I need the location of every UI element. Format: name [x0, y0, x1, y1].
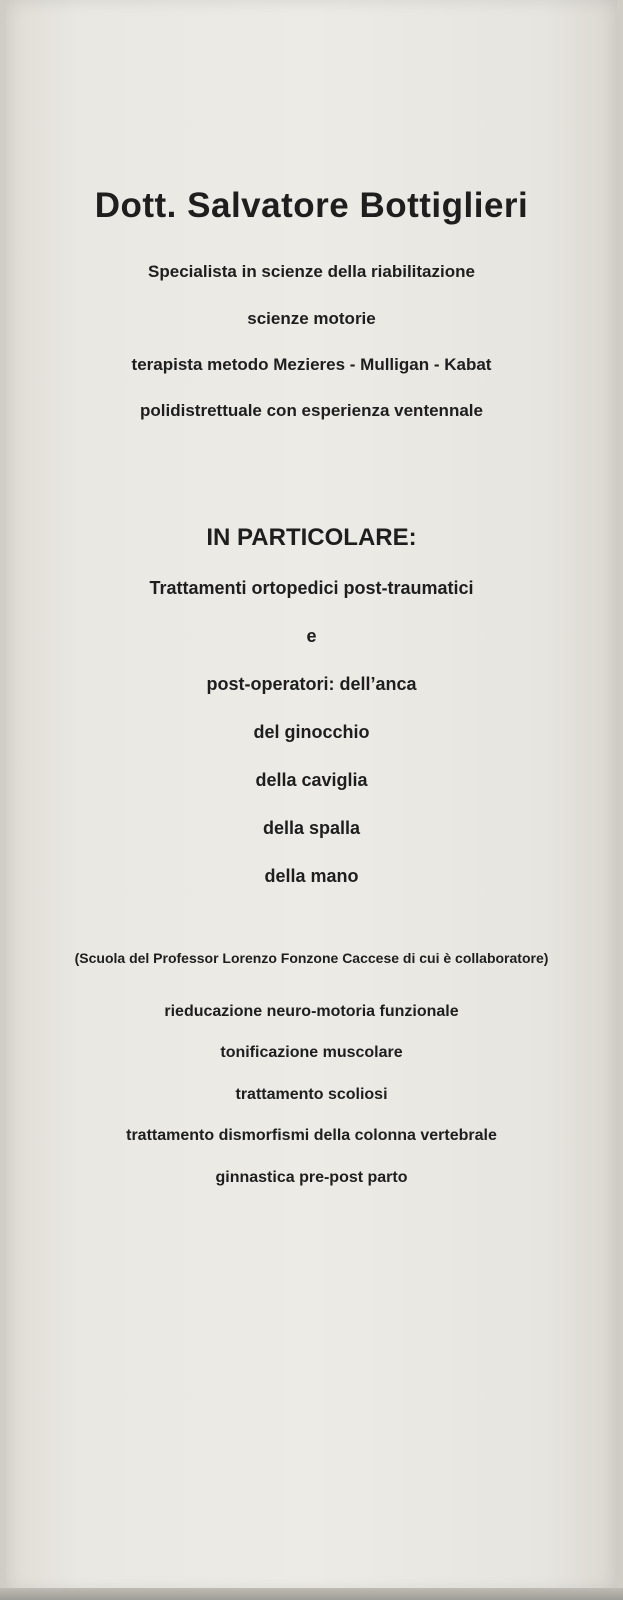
treatment-line: del ginocchio — [253, 722, 370, 742]
service-line: trattamento scoliosi — [235, 1086, 388, 1103]
banner — [6, 0, 617, 1592]
service-line: tonificazione muscolare — [220, 1044, 403, 1061]
section-heading: IN PARTICOLARE: — [206, 524, 417, 551]
intro-line: scienze motorie — [247, 309, 376, 328]
treatment-line: della caviglia — [255, 770, 368, 790]
treatment-line: Trattamenti ortopedici post-traumatici — [149, 578, 474, 598]
intro-line: polidistrettuale con esperienza ventennale — [140, 401, 483, 420]
treatment-line: e — [306, 626, 317, 646]
treatment-line: della spalla — [262, 818, 361, 838]
banner-stand-base — [0, 1588, 623, 1600]
service-line: trattamento dismorfismi della colonna vertebrale — [126, 1127, 497, 1144]
service-line: rieducazione neuro-motoria funzionale — [164, 1003, 459, 1020]
intro-line: terapista metodo Mezieres - Mulligan - Kabat — [131, 355, 492, 374]
service-line: ginnastica pre-post parto — [215, 1169, 408, 1186]
intro-line: Specialista in scienze della riabilitazione — [148, 262, 475, 281]
treatment-line: della mano — [264, 866, 359, 886]
page-title: Dott. Salvatore Bottiglieri — [94, 186, 529, 225]
treatment-line: post-operatori: dell’anca — [206, 674, 417, 694]
school-note: (Scuola del Professor Lorenzo Fonzone Caccese di cui è collaboratore) — [74, 950, 549, 966]
